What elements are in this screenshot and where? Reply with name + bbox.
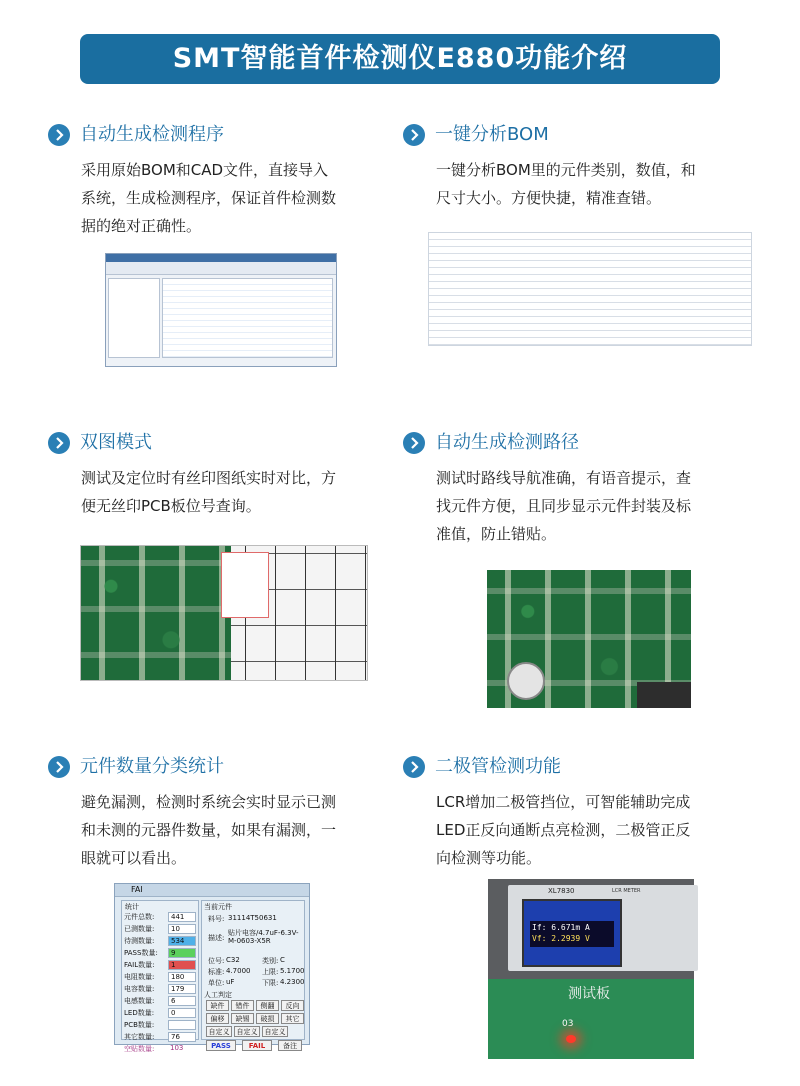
lcr-meter-photo [488,879,694,1057]
tree-panel [108,278,160,358]
potentiometer [507,662,545,700]
lower-limit: 4.2300 [280,978,305,986]
feature-auto-path [403,430,723,548]
count-total: 441 [168,912,196,922]
reversed-button[interactable]: 反向 [281,1000,304,1011]
feature-count-stats [48,754,368,872]
chevron-right-icon [403,756,425,778]
custom-button-2[interactable]: 自定义 [234,1026,260,1037]
dual-image-screenshot [80,545,368,681]
tombstone-button[interactable]: 侧翻 [256,1000,279,1011]
count-led: 0 [168,1008,196,1018]
part-number: 31114T50631 [228,914,277,922]
feature-description: 测试时路线导航准确，有语音提示，查 找元件方便，且同步显示元件封装及标 准值，防止错贴。 [436,469,692,543]
position-value: C32 [226,956,240,964]
board-label: 03 [562,1019,574,1029]
category-value: C [280,956,285,964]
count-empty: 103 [170,1044,184,1052]
feature-description: 避免漏测，检测时系统会实时显示已测 和未测的元器件数量，如果有漏测，一 眼就可以看出。 [81,793,337,867]
unit-value: uF [226,978,235,986]
feature-description: 测试及定位时有丝印图纸实时对比，方 便无丝印PCB板位号查询。 [81,469,337,515]
preview-popup [221,552,269,618]
test-board [488,979,694,1059]
fail-button[interactable]: FAIL [242,1040,272,1051]
handwritten-label: 测试板 [568,986,610,1002]
current-part-panel: 当前元件 料号: 31114T50631 描述: 贴片电容/4.7uF-6.3V-M-0603-X5R 位号: C32 类别: C 标准: 4.7000 上限: 5.1700 单位: uF 下限: 4.2300 人工判定 缺件 错件 侧翻 反向 偏移 缺锡 破损 其它 自定义 自定义 自定义 PASS FAIL 备注 [201,900,305,1040]
feature-bom-analysis [403,122,723,212]
manual-judgement-label: 人工判定 [204,991,232,999]
feature-auto-program [48,122,368,240]
pcb-photo [81,546,231,680]
lit-led [566,1035,576,1043]
custom-button-1[interactable]: 自定义 [206,1026,232,1037]
count-pending: 534 [168,936,196,946]
chevron-right-icon [403,124,425,146]
count-capacitor: 179 [168,984,196,994]
feature-dual-image [48,430,368,520]
wrong-part-button[interactable]: 错件 [231,1000,254,1011]
feature-title: 双图模式 [80,432,152,453]
bom-spreadsheet-screenshot [428,232,752,346]
feature-diode-test [403,754,723,872]
upper-limit: 5.1700 [280,967,305,975]
chevron-right-icon [403,432,425,454]
count-resistor: 180 [168,972,196,982]
missing-part-button[interactable]: 缺件 [206,1000,229,1011]
meter-body [508,885,698,971]
chevron-right-icon [48,124,70,146]
title-banner [80,34,720,84]
count-pcb [168,1020,196,1030]
meter-display [522,899,622,967]
feature-title: 自动生成检测路径 [435,432,579,453]
window-title: FAI [131,885,143,894]
chevron-right-icon [48,432,70,454]
component-table [162,278,333,358]
count-other: 76 [168,1032,196,1042]
current-label: 当前元件 [204,903,232,911]
count-tested: 10 [168,924,196,934]
feature-title: 元件数量分类统计 [80,756,224,777]
feature-description: 一键分析BOM里的元件类别，数值，和 尺寸大小。方便快捷，精准查错。 [436,161,696,207]
meter-brand: XL7830 [548,887,575,895]
meter-model: LCR METER [612,888,641,894]
count-pass: 9 [168,948,196,958]
damaged-button[interactable]: 破损 [256,1013,279,1024]
ic-chip [637,682,691,708]
count-fail: 1 [168,960,196,970]
standard-value: 4.7000 [226,967,251,975]
fai-window [114,883,310,1053]
remark-button[interactable]: 备注 [278,1040,302,1051]
page-title: SMT智能首件检测仪E880功能介绍 [172,43,628,74]
stats-label: 统计 [125,903,139,911]
other-button[interactable]: 其它 [281,1013,304,1024]
stats-panel: 统计 元件总数: 441 已测数量: 10 待测数量: 534 PASS数量: 9 FAIL数量: 1 电阻数量: 180 电容数量: 179 电感数量: 6 LED数量: 0 PCB数量: 其它数量: 76 空贴数量: 103 [121,900,199,1040]
voltage-reading: Vf: 2.2939 V [532,934,590,943]
current-reading: If: 6.671m A [532,923,590,932]
pcb-path-photo [487,570,691,708]
no-solder-button[interactable]: 缺锡 [231,1013,254,1024]
feature-title: 自动生成检测程序 [80,124,224,145]
feature-description: LCR增加二极管挡位，可智能辅助完成 LED正反向通断点亮检测，二极管正反 向检测等功能。 [436,793,691,867]
feature-title: 一键分析BOM [435,124,549,145]
part-description: 贴片电容/4.7uF-6.3V-M-0603-X5R [228,929,299,945]
custom-button-3[interactable]: 自定义 [262,1026,288,1037]
feature-title: 二极管检测功能 [435,756,561,777]
offset-button[interactable]: 偏移 [206,1013,229,1024]
chevron-right-icon [48,756,70,778]
feature-description: 采用原始BOM和CAD文件，直接导入 系统，生成检测程序，保证首件检测数 据的绝对正确性。 [81,161,337,235]
software-screenshot [105,253,337,367]
count-inductor: 6 [168,996,196,1006]
pass-button[interactable]: PASS [206,1040,236,1051]
